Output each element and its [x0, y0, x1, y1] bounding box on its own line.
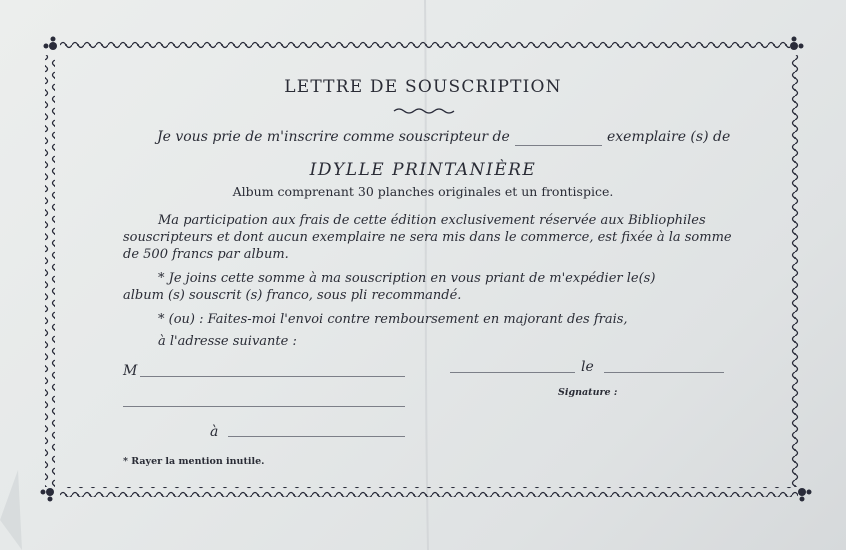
name-blank[interactable]: [140, 376, 405, 377]
participation-line-2: souscripteurs et dont aucun exemplaire ne sera mis dans le commerce, est fixée à la somme: [123, 230, 732, 245]
copies-blank[interactable]: [515, 145, 602, 146]
participation-line-3: de 500 francs par album.: [123, 247, 289, 262]
work-subtitle: Album comprenant 30 planches originales et un frontispice.: [232, 184, 614, 199]
name-label: M: [123, 363, 138, 379]
intro-text: Je vous prie de m'inscrire comme souscripteur de: [157, 129, 510, 145]
address-blank[interactable]: [123, 406, 405, 407]
signature-label: Signature :: [558, 387, 618, 398]
footnote: * Rayer la mention inutile.: [123, 456, 265, 467]
date-label: le: [581, 359, 594, 375]
participation-line-1: Ma participation aux frais de cette édition exclusivement réservée aux Bibliophiles: [158, 213, 706, 228]
option-2-line-1: * (ou) : Faites-moi l'envoi contre remboursement en majorant des frais,: [158, 312, 628, 327]
date-place-blank[interactable]: [450, 372, 575, 373]
date-blank[interactable]: [604, 372, 724, 373]
option-1-line-2: album (s) souscrit (s) franco, sous pli recommandé.: [123, 288, 462, 303]
option-1-line-1: * Je joins cette somme à ma souscription en vous priant de m'expédier le(s): [158, 271, 656, 286]
title-flourish: [393, 107, 455, 115]
option-2-line-2: à l'adresse suivante :: [158, 334, 297, 349]
document-title: LETTRE DE SOUSCRIPTION: [284, 77, 562, 97]
work-title: IDYLLE PRINTANIÈRE: [309, 160, 537, 180]
place-label: à: [210, 424, 219, 440]
place-blank[interactable]: [228, 436, 405, 437]
intro-text-end: exemplaire (s) de: [607, 129, 731, 145]
